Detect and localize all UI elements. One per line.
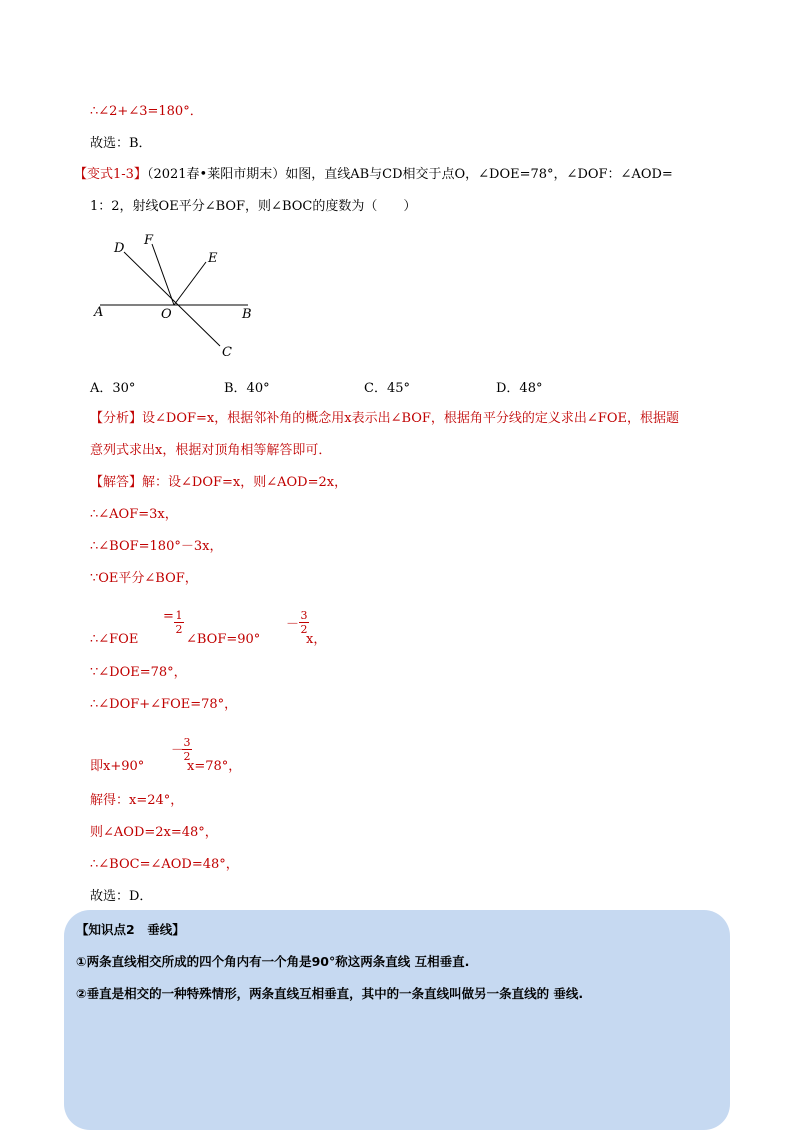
solution-step-boc: ∴∠BOC=∠AOD=48°，	[90, 857, 239, 872]
solution-step-foe-start: ∴∠FOE	[90, 632, 139, 647]
solution-step-foe-end: x，	[306, 632, 327, 647]
fraction-1-numerator: 1	[175, 609, 183, 622]
fraction-1-prefix: =	[163, 609, 174, 624]
label-d: D	[114, 241, 125, 256]
ray-of	[152, 244, 174, 305]
knowledge-title: 【知识点2 垂线】	[76, 922, 185, 937]
knowledge-point-box	[64, 910, 730, 1130]
geometry-figure	[88, 230, 268, 365]
solution-step-sum: ∴∠DOF+∠FOE=78°，	[90, 697, 238, 712]
option-c: C．45°	[364, 381, 410, 396]
solution-step-equation-end: x=78°，	[187, 759, 242, 774]
knowledge-item-2: ②垂直是相交的一种特殊情形，两条直线互相垂直，其中的一条直线叫做另一条直线的 垂线.	[76, 986, 584, 1001]
option-d: D．48°	[496, 381, 543, 396]
solution-step-bof: ∴∠BOF=180°－3x，	[90, 539, 223, 554]
solution-step-bisector: ∵OE平分∠BOF，	[90, 571, 198, 586]
option-b: B．40°	[224, 381, 270, 396]
fraction-2-numerator: 3	[300, 609, 308, 622]
analysis-text-1: 设∠DOF=x，根据邻补角的概念用x表示出∠BOF，根据角平分线的定义求出∠FOE，根据题	[142, 411, 679, 426]
answer-line-1	[90, 474, 347, 492]
fraction-3-numerator: 3	[183, 736, 191, 749]
analysis-line-2: 意列式求出x，根据对顶角相等解答即可．	[90, 443, 332, 458]
variant-question-line-2: 1：2，射线OE平分∠BOF，则∠BOC的度数为（ ）	[90, 199, 417, 214]
choose-line-2: 故选：D．	[90, 889, 153, 904]
label-b: B	[242, 307, 252, 322]
option-a: A．30°	[90, 381, 136, 396]
answer-tag: 【解答】	[90, 475, 143, 490]
solution-step-aod: 则∠AOD=2x=48°，	[90, 825, 218, 840]
fraction-2-prefix: －	[286, 617, 300, 632]
fraction-3-denominator: 2	[183, 750, 191, 763]
solution-step-foe-mid: ∠BOF=90°	[186, 632, 261, 647]
variant-tag: 【变式1-3】	[74, 167, 147, 182]
solution-step-solve: 解得：x=24°，	[90, 793, 184, 808]
fraction-2-denominator: 2	[300, 623, 308, 636]
label-a: A	[94, 305, 104, 320]
fraction-1-denominator: 2	[175, 623, 183, 636]
label-c: C	[222, 345, 232, 360]
knowledge-item-1: ①两条直线相交所成的四个角内有一个角是90°称这两条直线 互相垂直.	[76, 954, 470, 969]
fraction-one-half	[174, 610, 184, 635]
analysis-line-1	[90, 410, 679, 428]
label-o: O	[161, 307, 172, 322]
label-f: F	[144, 233, 154, 248]
label-e: E	[208, 251, 218, 266]
ray-oe	[174, 262, 206, 305]
solution-step-equation-start: 即x+90°	[90, 759, 145, 774]
variant-question-line-1	[74, 166, 673, 184]
fraction-3-prefix: －	[171, 743, 185, 758]
solution-step-aof: ∴∠AOF=3x，	[90, 507, 178, 522]
step-line-1: ∴∠2+∠3=180°．	[90, 104, 203, 119]
analysis-tag: 【分析】	[90, 411, 143, 426]
solution-step-doe: ∵∠DOE=78°，	[90, 665, 187, 680]
variant-text-1: （2021春•莱阳市期末）如图，直线AB与CD相交于点O，∠DOE=78°，∠DOF：∠AOD=	[146, 167, 673, 182]
choose-line-1: 故选：B．	[90, 136, 152, 151]
answer-text-1: 解：设∠DOF=x，则∠AOD=2x，	[142, 475, 348, 490]
